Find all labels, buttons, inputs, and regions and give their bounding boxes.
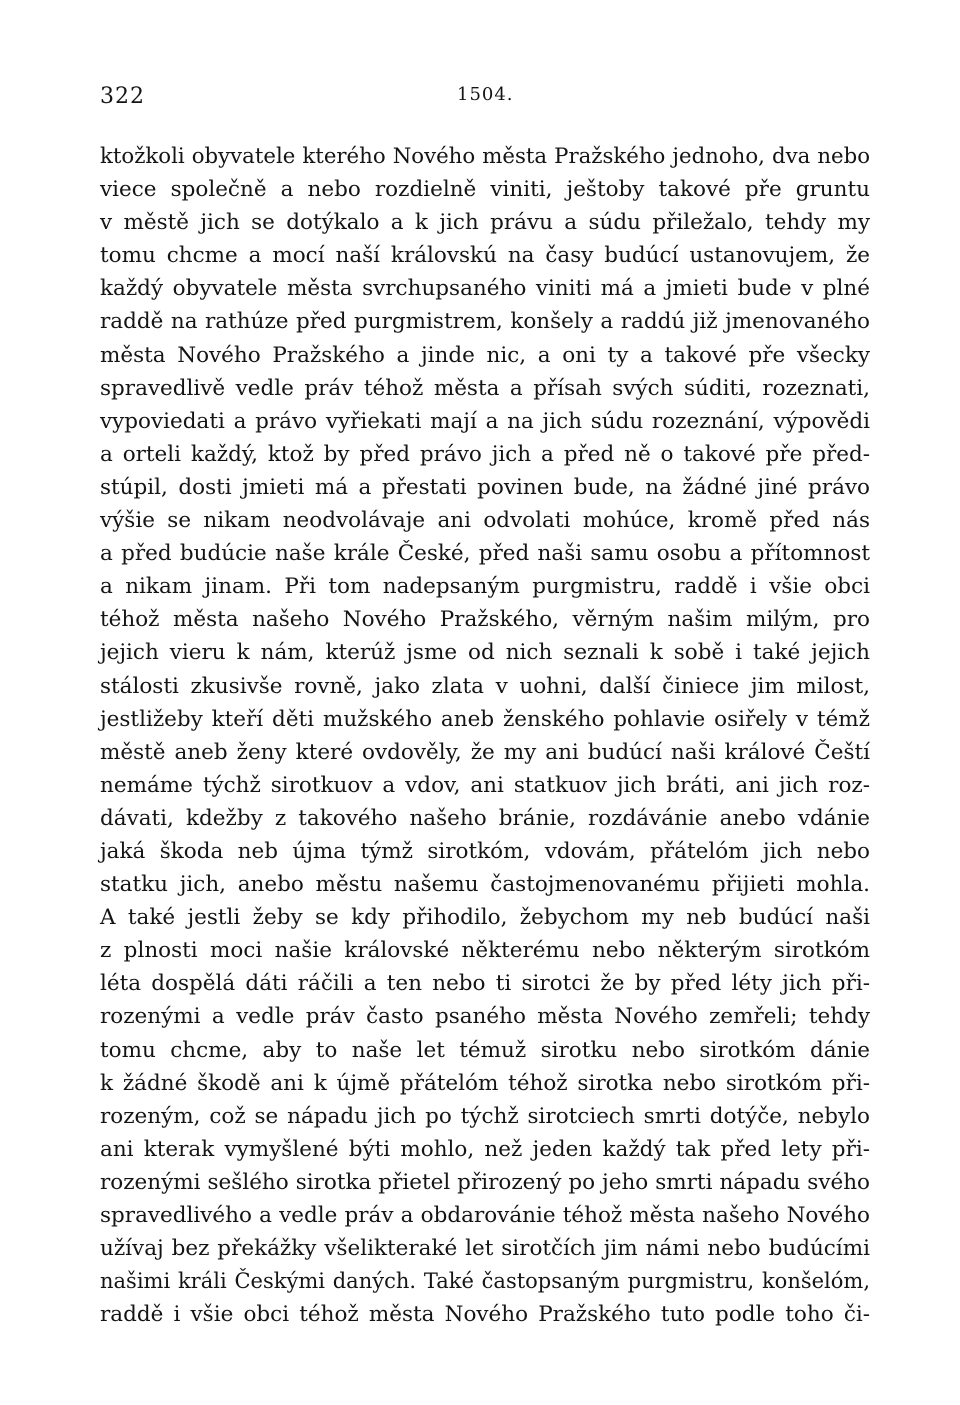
text-line: jestližeby kteří děti mužského aneb ženského pohlavie osiřely v témž [100,706,870,732]
text-line: každý obyvatele města svrchupsaného viniti má a jmieti bude v plné [100,276,870,302]
text-line: výšie se nikam neodvolávaje ani odvolati mohúce, kromě před nás [100,508,870,534]
text-line: spravedlivě vedle práv téhož města a přísah svých súditi, rozeznati, [100,375,870,401]
text-line: ani kterak vymyšlené býti mohlo, než jeden každý tak před lety při- [100,1136,870,1162]
text-line: užívaj bez překážky všelikteraké let sirotčích jim námi nebo budúcími [100,1236,870,1262]
text-line: A také jestli žeby se kdy přihodilo, žebychom my neb budúcí naši [100,905,870,931]
text-line: a orteli každý, ktož by před právo jich a před ně o takové pře před- [100,441,870,467]
text-line: v městě jich se dotýkalo a k jich právu a súdu přiležalo, tehdy my [100,210,870,236]
text-line: k žádné škodě ani k újmě přátelóm téhož sirotka nebo sirotkóm při- [100,1070,870,1096]
text-line: dávati, kdežby z takového našeho bránie, rozdávánie anebo vdánie [100,805,870,831]
text-line: nemáme týchž sirotkuov a vdov, ani statkuov jich bráti, ani jich roz- [100,772,870,798]
text-line: z plnosti moci našie královské některému nebo některým sirotkóm [100,938,870,964]
text-line: našimi králi Českými daných. Také častopsaným purgmistru, konšelóm, [100,1269,870,1294]
text-line: tomu chcme a mocí naší královskú na časy budúcí ustanovujem, že [100,243,870,269]
text-line: léta dospělá dáti ráčili a ten nebo ti sirotci že by před léty jich při- [100,971,870,997]
text-line: statku jich, anebo městu našemu častojmenovanému přijieti mohla. [100,872,870,898]
text-line: a nikam jinam. Při tom nadepsaným purgmistru, raddě i všie obci [100,574,870,600]
text-line: raddě na rathúze před purgmistrem, konšely a raddú již jmenovaného [100,309,870,335]
text-line: spravedlivého a vedle práv a obdarovánie téhož města našeho Nového [100,1203,870,1228]
text-line: viece společně a nebo rozdielně viniti, ještoby takové pře gruntu [100,177,870,203]
text-line: rozenými a vedle práv často psaného města Nového zemřeli; tehdy [100,1004,870,1030]
text-line: a před budúcie naše krále České, před naši samu osobu a přítomnost [100,541,870,567]
text-line: téhož města našeho Nového Pražského, věrným našim milým, pro [100,607,870,633]
text-line: městě aneb ženy které ovdověly, že my ani budúcí naši králové Čeští [100,739,870,765]
text-line: vypoviedati a právo vyřiekati mají a na jich súdu rozeznání, výpovědi [100,408,870,434]
text-line: rozeným, což se nápadu jich po týchž sirotciech smrti dotýče, nebylo [100,1103,870,1129]
running-head-year: 1504. [457,84,514,105]
text-line: města Nového Pražského a jinde nic, a oni ty a takové pře všecky [100,342,870,368]
text-line: jejich vieru k nám, kterúž jsme od nich seznali k sobě i také jejich [100,640,870,666]
text-line: raddě i všie obci téhož města Nového Pražského tuto podle toho či- [100,1302,870,1328]
text-line: tomu chcme, aby to naše let témuž sirotku nebo sirotkóm dánie [100,1037,870,1063]
text-line: stúpil, dosti jmieti má a přestati povinen bude, na žádné jiné právo [100,474,870,500]
text-line: jaká škoda neb újma týmž sirotkóm, vdovám, přátelóm jich nebo [100,838,870,864]
text-line: ktožkoli obyvatele kterého Nového města Pražského jednoho, dva nebo [100,144,870,169]
text-line: rozenými sešlého sirotka přietel přirozený po jeho smrti nápadu svého [100,1169,870,1195]
page-number: 322 [100,84,145,109]
text-line: stálosti zkusivše rovně, jako zlata v uohni, další činiece jim milost, [100,673,870,699]
body-text [100,140,870,1331]
